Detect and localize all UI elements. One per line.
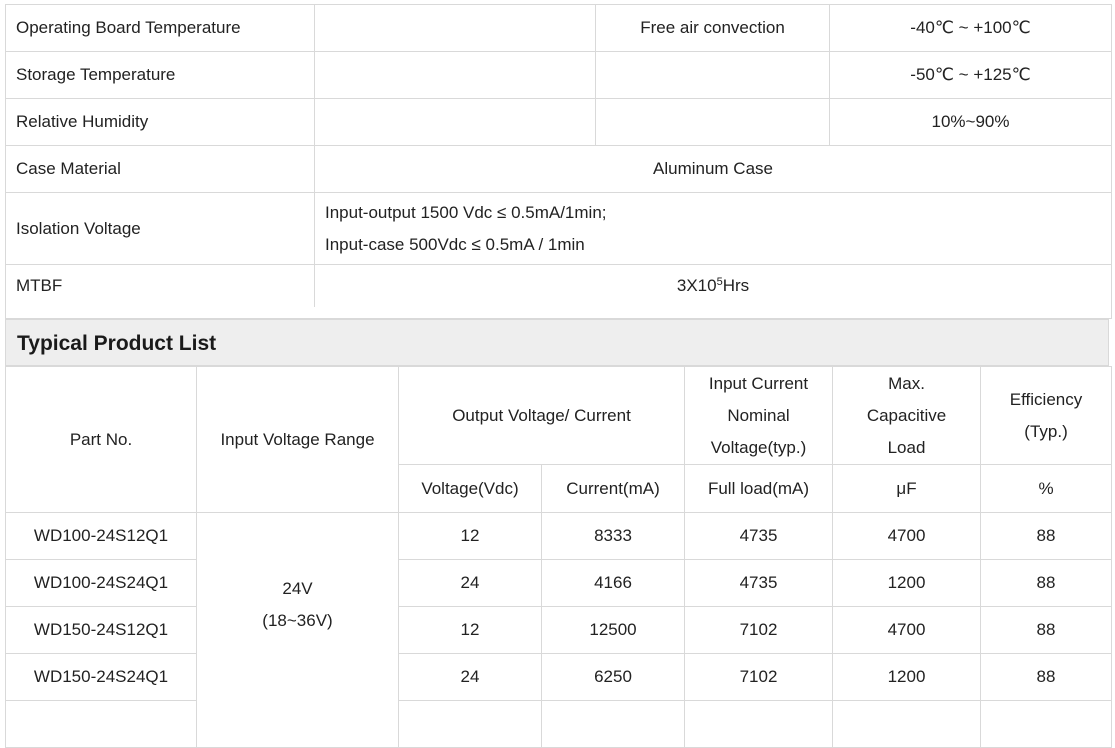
spec-label: Isolation Voltage	[6, 193, 315, 265]
cell-part-no: WD150-24S12Q1	[6, 607, 197, 654]
spec-empty-cell	[596, 99, 830, 146]
cell-current: 12500	[542, 607, 685, 654]
cell-current: 4166	[542, 560, 685, 607]
spec-value: -40℃ ~ +100℃	[830, 5, 1112, 52]
header-row	[6, 367, 1112, 465]
mtbf-unit: Hrs	[722, 276, 750, 295]
subheader-efficiency-unit: %	[981, 465, 1112, 513]
cell-part-no: WD150-24S24Q1	[6, 654, 197, 701]
cell-efficiency: 88	[981, 560, 1112, 607]
header-text: Input Current	[708, 373, 809, 393]
subheader-current: Current(mA)	[542, 465, 685, 513]
subheader-capacitance-unit: μF	[833, 465, 981, 513]
header-text: Efficiency	[1009, 389, 1083, 409]
cell-full-load: 7102	[685, 607, 833, 654]
spec-label: Operating Board Temperature	[6, 5, 315, 52]
spec-value: 10%~90%	[830, 99, 1112, 146]
table-row-partial	[6, 701, 1112, 748]
header-input-current	[685, 367, 833, 465]
spec-row-operating-temp	[6, 5, 1112, 52]
isolation-input-output: Input-output 1500 Vdc ≤ 0.5mA/1min;	[325, 202, 607, 222]
spec-label: MTBF	[6, 265, 315, 308]
cell-voltage	[399, 701, 542, 748]
cell-capacitance: 1200	[833, 560, 981, 607]
specification-table	[5, 4, 1112, 308]
spec-row-isolation	[6, 193, 1112, 265]
subheader-voltage: Voltage(Vdc)	[399, 465, 542, 513]
table-row	[6, 607, 1112, 654]
header-efficiency	[981, 367, 1112, 465]
cell-current	[542, 701, 685, 748]
cell-full-load	[685, 701, 833, 748]
cell-voltage: 24	[399, 560, 542, 607]
cell-efficiency: 88	[981, 607, 1112, 654]
table-row	[6, 513, 1112, 560]
cell-capacitance: 1200	[833, 654, 981, 701]
cell-voltage: 24	[399, 654, 542, 701]
table-row	[6, 654, 1112, 701]
product-table	[5, 366, 1112, 748]
cell-part-no: WD100-24S12Q1	[6, 513, 197, 560]
spec-row-storage-temp	[6, 52, 1112, 99]
spec-row-humidity	[6, 99, 1112, 146]
cell-voltage: 12	[399, 513, 542, 560]
section-title: Typical Product List	[17, 332, 217, 355]
cell-full-load: 4735	[685, 560, 833, 607]
spec-empty-cell	[315, 99, 596, 146]
cell-capacitance: 4700	[833, 607, 981, 654]
isolation-input-case: Input-case 500Vdc ≤ 0.5mA / 1min	[325, 234, 585, 254]
input-range-voltage: 24V	[282, 579, 313, 598]
cell-part-no: WD100-24S24Q1	[6, 560, 197, 607]
spec-value: Aluminum Case	[315, 146, 1112, 193]
spec-label: Storage Temperature	[6, 52, 315, 99]
header-text: Load	[887, 437, 926, 457]
spec-label: Relative Humidity	[6, 99, 315, 146]
header-max-capacitive-load	[833, 367, 981, 465]
header-text: Capacitive	[866, 405, 947, 425]
cell-full-load: 7102	[685, 654, 833, 701]
cell-voltage: 12	[399, 607, 542, 654]
spec-label: Case Material	[6, 146, 315, 193]
cell-capacitance: 4700	[833, 513, 981, 560]
cell-current: 8333	[542, 513, 685, 560]
mtbf-exponent: 5	[716, 276, 723, 288]
header-output: Output Voltage/ Current	[399, 367, 685, 465]
header-text: Nominal	[727, 405, 790, 425]
cell-current: 6250	[542, 654, 685, 701]
table-row	[6, 560, 1112, 607]
cell-efficiency: 88	[981, 513, 1112, 560]
subheader-full-load: Full load(mA)	[685, 465, 833, 513]
table-spacer	[5, 307, 1112, 319]
cell-capacitance	[833, 701, 981, 748]
spec-value-mtbf	[315, 265, 1112, 308]
cell-efficiency: 88	[981, 654, 1112, 701]
header-text: Max.	[888, 373, 925, 393]
header-text: Voltage(typ.)	[710, 437, 807, 457]
input-range-span: (18~36V)	[262, 611, 333, 630]
cell-efficiency	[981, 701, 1112, 748]
mtbf-base: 3X10	[676, 276, 717, 295]
spec-empty-cell	[315, 52, 596, 99]
spec-row-mtbf	[6, 265, 1112, 308]
cell-full-load: 4735	[685, 513, 833, 560]
header-input-range: Input Voltage Range	[197, 367, 399, 513]
spec-row-case-material	[6, 146, 1112, 193]
header-part-no: Part No.	[6, 367, 197, 513]
spec-empty-cell	[315, 5, 596, 52]
spec-value-isolation	[315, 193, 1112, 265]
spec-condition: Free air convection	[596, 5, 830, 52]
header-text: (Typ.)	[1024, 421, 1068, 441]
cell-input-range	[197, 513, 399, 748]
spec-value: -50℃ ~ +125℃	[830, 52, 1112, 99]
section-header	[5, 319, 1109, 366]
spec-empty-cell	[596, 52, 830, 99]
cell-part-no	[6, 701, 197, 748]
